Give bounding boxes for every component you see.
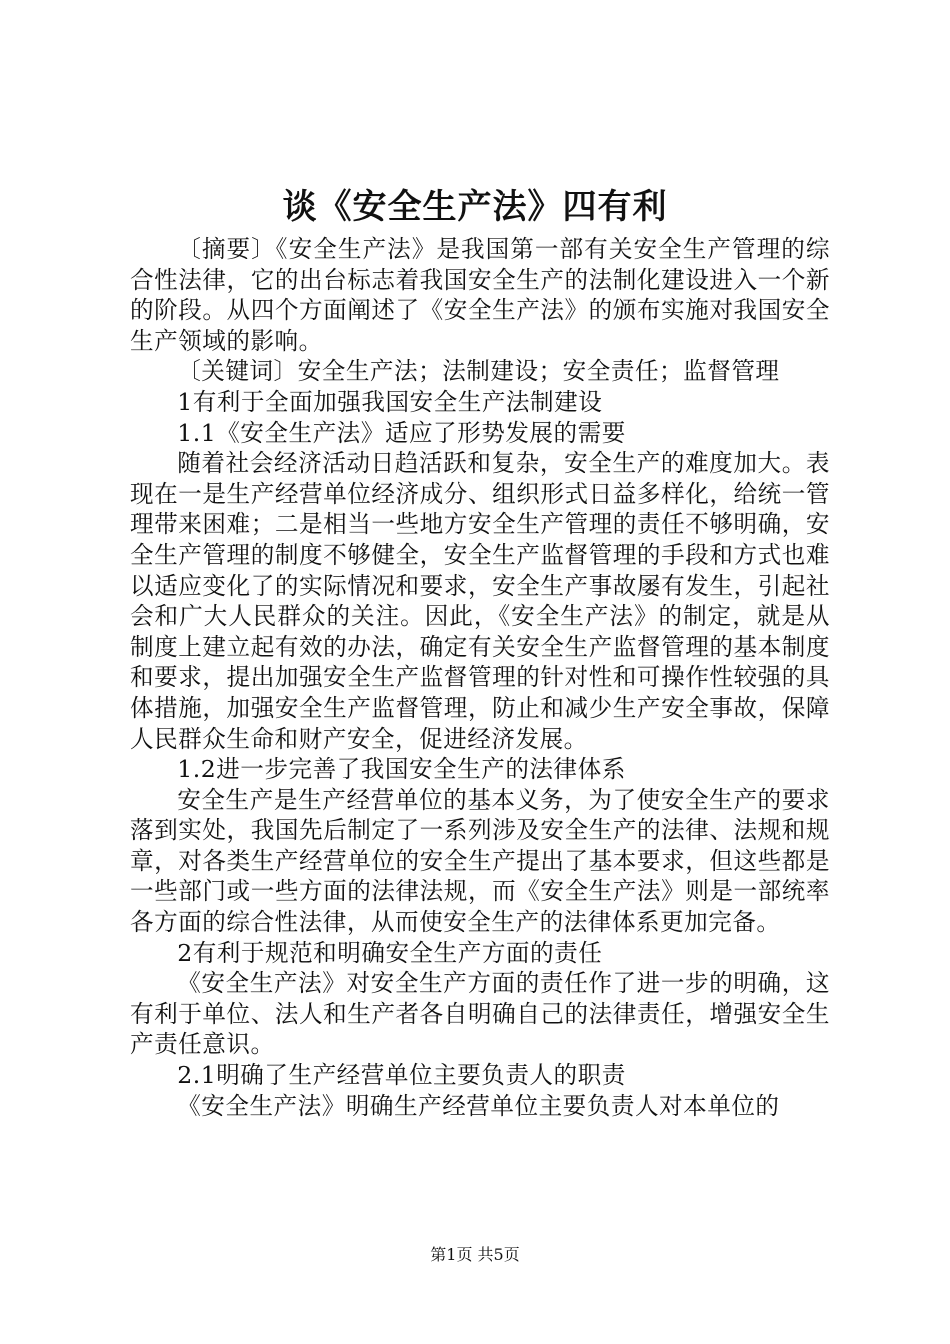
document-body [130, 234, 830, 1121]
subsection-heading-1-2: 1.2进一步完善了我国安全生产的法律体系 [177, 755, 626, 784]
body-paragraph: 《安全生产法》明确生产经营单位主要负责人对本单位的 [177, 1091, 780, 1120]
section-heading-1: 1有利于全面加强我国安全生产法制建设 [177, 387, 603, 416]
body-paragraph: 随着社会经济活动日趋活跃和复杂，安全生产的难度加大。表现在一是生产经营单位经济成分、组织形式日益多样化，给统一管理带来困难；二是相当一些地方安全生产管理的责任不够明确，安全生产管理的制度不够健全，安全生产监督管理的手段和方式也难以适应变化了的实际情况和要求，安全生产事故屡有发生，引起社会和广大人民群众的关注。因此，《安全生产法》的制定，就是从制度上建立起有效的办法，确定有关安全生产监督管理的基本制度和要求，提出加强安全生产监督管理的针对性和可操作性较强的具体措施，加强安全生产监督管理，防止和减少生产安全事故，保障人民群众生命和财产安全，促进经济发展。 [130, 449, 830, 753]
body-paragraph: 《安全生产法》对安全生产方面的责任作了进一步的明确，这有利于单位、法人和生产者各自明确自己的法律责任，增强安全生产责任意识。 [130, 969, 830, 1059]
subsection-heading-2-1: 2.1明确了生产经营单位主要负责人的职责 [177, 1061, 626, 1090]
section-heading-2: 2有利于规范和明确安全生产方面的责任 [177, 938, 603, 967]
body-paragraph: 安全生产是生产经营单位的基本义务，为了使安全生产的要求落到实处，我国先后制定了一系列涉及安全生产的法律、法规和规章，对各类生产经营单位的安全生产提出了基本要求，但这些都是一些部门或一些方面的法律法规，而《安全生产法》则是一部统率各方面的综合性法律，从而使安全生产的法律体系更加完备。 [130, 785, 830, 937]
subsection-heading-1-1: 1.1《安全生产法》适应了形势发展的需要 [177, 418, 626, 447]
keywords-paragraph: 〔关键词〕安全生产法；法制建设；安全责任；监督管理 [177, 357, 780, 386]
abstract-paragraph: 〔摘要〕《安全生产法》是我国第一部有关安全生产管理的综合性法律，它的出台标志着我国安全生产的法制化建设进入一个新的阶段。从四个方面阐述了《安全生产法》的颁布实施对我国安全生产领域的影响。 [130, 235, 830, 355]
document-title: 谈《安全生产法》四有利 [282, 187, 668, 227]
page-number-footer: 第1页 共5页 [430, 1245, 520, 1264]
